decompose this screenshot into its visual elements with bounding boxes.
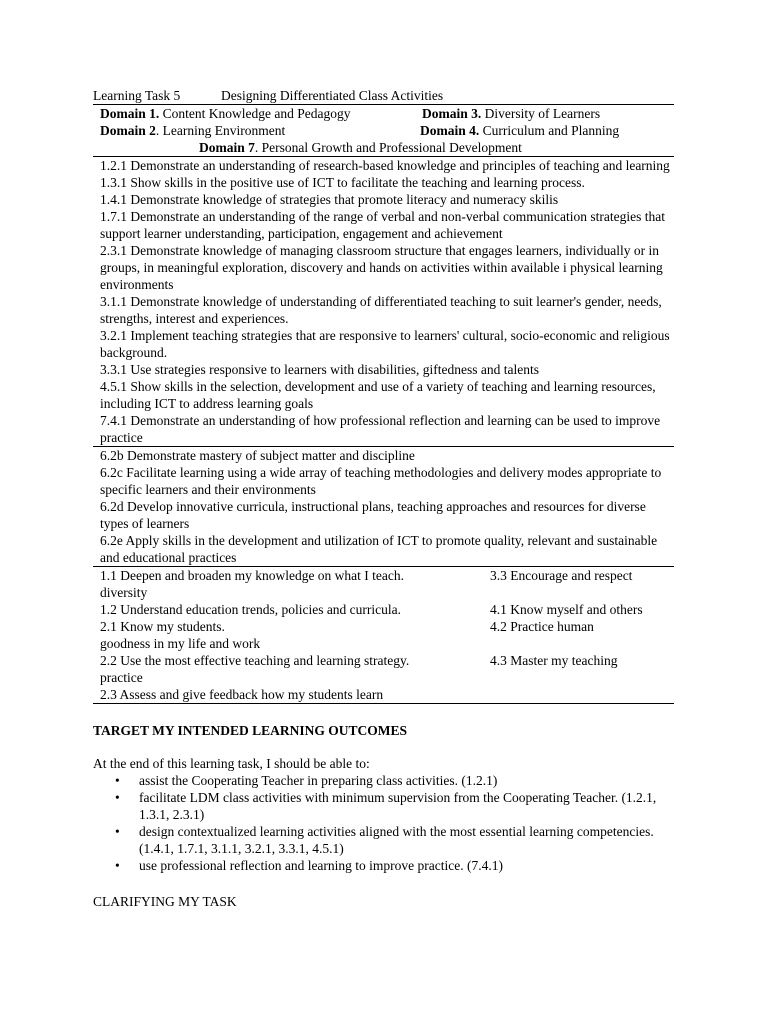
competency-item: 3.3.1 Use strategies responsive to learners with disabilities, giftedness and talents [100, 362, 540, 377]
competency-item: 1.7.1 Demonstrate an understanding of the range of verbal and non-verbal communication strategies that support learner understanding, participation, engagement and achievement [100, 209, 665, 241]
document-content [93, 87, 674, 910]
foundation-right: 4.3 Master my teaching [490, 653, 618, 668]
cmo-item: 6.2b Demonstrate mastery of subject matter and discipline [100, 448, 415, 463]
domain-4: Domain 4. Curriculum and Planning [420, 123, 620, 138]
foundation-right: 4.2 Practice human [490, 619, 594, 634]
foundation-left: 1.2 Understand education trends, policies and curricula. [100, 602, 402, 617]
competency-item: 3.1.1 Demonstrate knowledge of understanding of differentiated teaching to suit learner's gender, needs, strengths, interest and experiences. [100, 294, 662, 326]
domain-7: Domain 7. Personal Growth and Professional Development [199, 140, 522, 155]
foundation-left: 1.1 Deepen and broaden my knowledge on what I teach. [100, 568, 405, 583]
domain-1: Domain 1. Content Knowledge and Pedagogy [100, 106, 351, 121]
foundation-right: 4.1 Know myself and others [490, 602, 643, 617]
foundations-block [93, 567, 674, 703]
list-item: • assist the Cooperating Teacher in preparing class activities. (1.2.1) [115, 773, 498, 788]
cmo-item: 6.2d Develop innovative curricula, instructional plans, teaching approaches and resources for diverse types of learners [100, 499, 646, 531]
domain-3: Domain 3. Diversity of Learners [422, 106, 601, 121]
domain-row [100, 122, 674, 139]
foundation-left: goodness in my life and work [100, 636, 261, 651]
foundation-row [100, 652, 674, 669]
foundation-left: 2.1 Know my students. [100, 619, 225, 634]
bullet-icon: • [115, 773, 120, 788]
foundation-left: practice [100, 670, 143, 685]
ilo-heading: TARGET MY INTENDED LEARNING OUTCOMES [93, 723, 408, 738]
bullet-icon: • [115, 790, 120, 805]
foundation-right: 3.3 Encourage and respect [490, 568, 633, 583]
competency-item: 7.4.1 Demonstrate an understanding of how professional reflection and learning can be used to improve practice [100, 413, 661, 445]
foundation-row [100, 669, 674, 686]
ilo-list [93, 772, 674, 874]
clarifying-heading: CLARIFYING MY TASK [93, 894, 237, 909]
foundation-row [100, 584, 674, 601]
domain-2: Domain 2. Learning Environment [100, 123, 286, 138]
foundation-row [100, 686, 674, 703]
list-item: • use professional reflection and learning to improve practice. (7.4.1) [115, 858, 503, 873]
foundation-row [100, 635, 674, 652]
foundation-row [100, 567, 674, 584]
foundation-row [100, 618, 674, 635]
foundation-left: 2.2 Use the most effective teaching and learning strategy. [100, 653, 410, 668]
learning-task-header [93, 87, 674, 104]
foundation-left: 2.3 Assess and give feedback how my students learn [100, 687, 384, 702]
list-item: • facilitate LDM class activities with minimum supervision from the Cooperating Teacher. (1.2.1, 1.3.1, 2.3.1) [115, 790, 657, 822]
domains-block [93, 105, 674, 156]
foundation-row [100, 601, 674, 618]
competency-item: 4.5.1 Show skills in the selection, development and use of a variety of teaching and learning resources, including ICT to address learning goals [100, 379, 656, 411]
competencies-block [93, 157, 674, 446]
bullet-icon: • [115, 824, 120, 839]
ilo-intro: At the end of this learning task, I should be able to: [93, 756, 370, 771]
task-label: Learning Task 5 [93, 88, 181, 103]
competency-item: 3.2.1 Implement teaching strategies that are responsive to learners' cultural, socio-economic and religious background. [100, 328, 670, 360]
bullet-icon: • [115, 858, 120, 873]
foundation-left: diversity [100, 585, 148, 600]
domain-row [100, 105, 674, 122]
cmo-block [93, 447, 674, 566]
cmo-item: 6.2c Facilitate learning using a wide array of teaching methodologies and delivery modes appropriate to specific learners and their environments [100, 465, 662, 497]
competency-item: 1.3.1 Show skills in the positive use of ICT to facilitate the teaching and learning process. [100, 175, 585, 190]
competency-item: 1.2.1 Demonstrate an understanding of research-based knowledge and principles of teaching and learning [100, 158, 670, 173]
cmo-item: 6.2e Apply skills in the development and utilization of ICT to promote quality, relevant and sustainable and educational practices [100, 533, 658, 565]
list-item: • design contextualized learning activities aligned with the most essential learning competencies. (1.4.1, 1.7.1, 3.1.1, 3.2.1, 3.3.1, 4.5.1) [115, 824, 654, 856]
competency-item: 2.3.1 Demonstrate knowledge of managing classroom structure that engages learners, individually or in groups, in meaningful exploration, discovery and hands on activities within available i physical learning environments [100, 243, 663, 292]
task-title: Designing Differentiated Class Activities [221, 88, 444, 103]
competency-item: 1.4.1 Demonstrate knowledge of strategies that promote literacy and numeracy skilis [100, 192, 559, 207]
